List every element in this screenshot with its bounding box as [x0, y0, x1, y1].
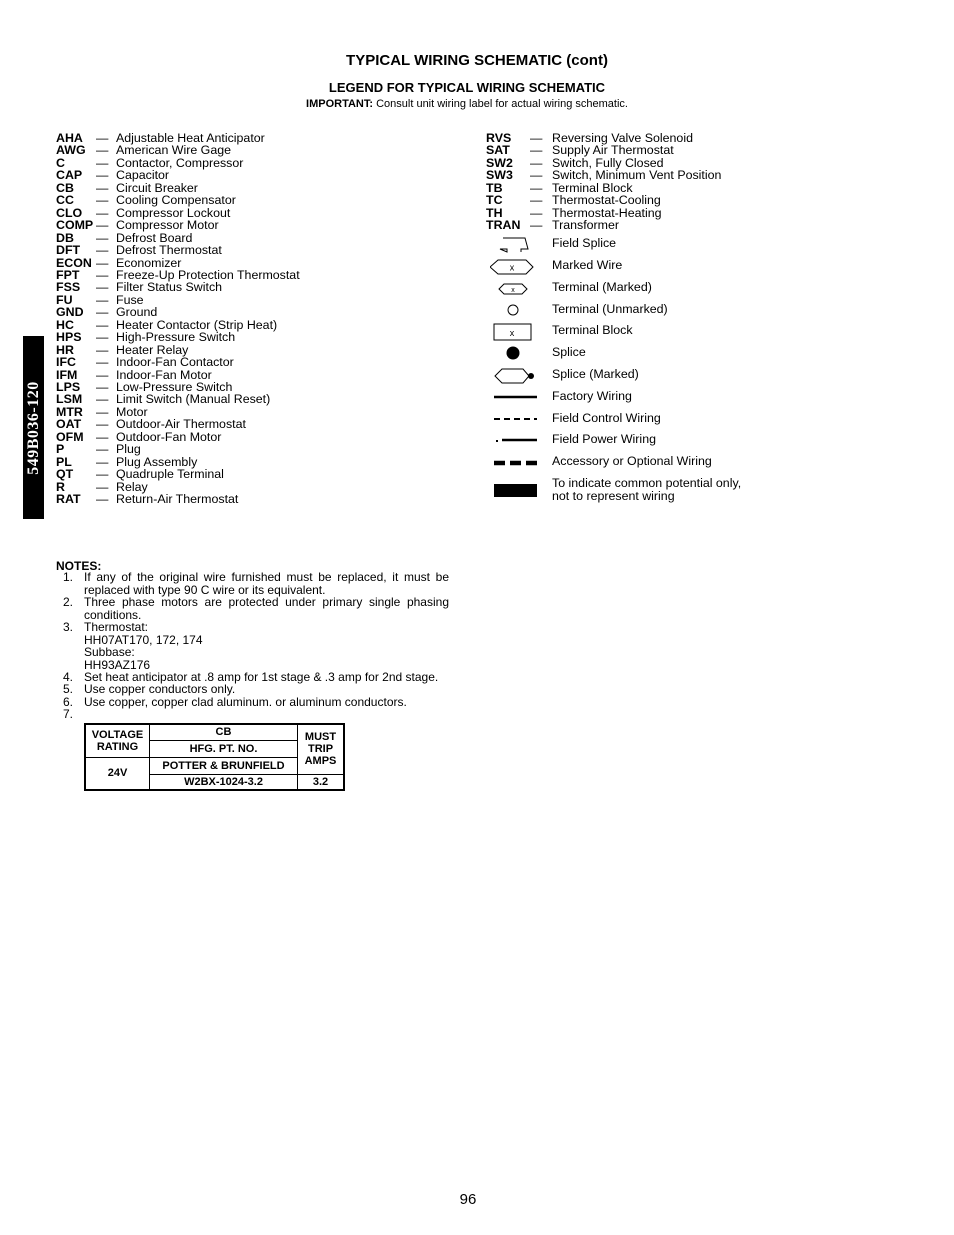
legend-abbreviation: IFC: [56, 355, 76, 370]
symbol-label: Field Control Wiring: [552, 411, 661, 425]
legend-title: LEGEND FOR TYPICAL WIRING SCHEMATIC: [328, 80, 606, 95]
legend-entry: [486, 194, 806, 207]
note-item: [56, 621, 449, 671]
note-item: [56, 571, 449, 596]
symbol-label: [552, 477, 741, 503]
legend-dash: —: [96, 355, 109, 370]
legend-dash: —: [96, 193, 109, 208]
field-splice-icon: [490, 234, 538, 256]
note-text: If any of the original wire furnished must be replaced, it must be replaced with type 90 C wire or its equivalent.: [84, 570, 449, 597]
legend-description: Motor: [116, 404, 148, 419]
note-item: [56, 683, 449, 696]
note-text: Three phase motors are protected under primary single phasing conditions.: [84, 595, 449, 622]
legend-description: Contactor, Compressor: [116, 155, 244, 170]
legend-description: Thermostat-Cooling: [552, 193, 661, 208]
legend-abbreviation: ECON: [56, 255, 92, 270]
symbol-label: Splice (Marked): [552, 367, 639, 381]
legend-description: Supply Air Thermostat: [552, 143, 674, 158]
legend-description: High-Pressure Switch: [116, 330, 236, 345]
legend-description: Defrost Board: [116, 230, 193, 245]
legend-abbreviation: HR: [56, 342, 74, 357]
legend-abbreviation: FU: [56, 292, 73, 307]
legend-dash: —: [96, 429, 109, 444]
legend-abbreviation: PL: [56, 454, 72, 469]
terminal-block-icon: [490, 321, 538, 343]
legend-abbreviation: C: [56, 155, 65, 170]
symbol-label: Terminal (Marked): [552, 280, 652, 294]
symbol-row-field-power-wiring: [490, 430, 790, 452]
legend-description: Switch, Fully Closed: [552, 155, 664, 170]
legend-description: Quadruple Terminal: [116, 467, 224, 482]
legend-dash: —: [96, 180, 109, 195]
legend-description: Outdoor-Air Thermostat: [116, 417, 246, 432]
note-number: 3.: [63, 620, 74, 634]
marked-wire-mark: x: [509, 262, 515, 273]
note-text: Use copper, copper clad aluminum. or aluminum conductors.: [84, 695, 407, 709]
symbol-label: Terminal Block: [552, 323, 633, 337]
legend-entry: [56, 219, 376, 232]
note-number: 1.: [63, 570, 74, 584]
legend-description: Transformer: [552, 218, 620, 233]
legend-dash: —: [96, 280, 109, 295]
legend-abbreviation: OFM: [56, 429, 84, 444]
legend-abbreviation: SW2: [486, 155, 513, 170]
legend-abbreviation: TH: [486, 205, 503, 220]
legend-description: Cooling Compensator: [116, 193, 236, 208]
page-number: 96: [459, 1191, 477, 1208]
legend-abbreviation: AHA: [56, 131, 83, 145]
legend-dash: —: [96, 267, 109, 282]
legend-abbreviation: DB: [56, 230, 74, 245]
model-number: 549B036-120: [24, 380, 42, 475]
note-number: 7.: [63, 707, 74, 721]
legend-description: Freeze-Up Protection Thermostat: [116, 267, 300, 282]
accessory-wiring-icon: [490, 452, 538, 474]
legend-dash: —: [96, 492, 109, 507]
must-trip-amps-header: MUST TRIP AMPS: [298, 724, 345, 774]
factory-wiring-icon: [490, 387, 538, 409]
legend-dash: —: [530, 143, 543, 158]
important-label: IMPORTANT:: [306, 98, 374, 110]
legend-abbreviation: RAT: [56, 492, 81, 507]
legend-dash: —: [96, 380, 109, 394]
symbol-row-factory-wiring: [490, 387, 790, 409]
legend-abbreviation: DFT: [56, 243, 81, 258]
legend-dash: —: [530, 168, 543, 183]
legend-dash: —: [96, 305, 109, 320]
legend-entry: [486, 169, 806, 182]
legend-abbreviation: TC: [486, 193, 503, 208]
note-item: [56, 596, 449, 621]
legend-description: Terminal Block: [552, 180, 633, 195]
legend-abbreviation: GND: [56, 305, 84, 320]
circuit-breaker-table: [84, 723, 345, 791]
legend-dash: —: [530, 155, 543, 170]
symbol-label: Terminal (Unmarked): [552, 302, 668, 316]
note-line: HH07AT170, 172, 174: [84, 632, 203, 647]
legend-dash: —: [530, 180, 543, 195]
notes-title: NOTES:: [56, 559, 102, 573]
symbol-label: Factory Wiring: [552, 389, 632, 403]
symbol-label: Field Power Wiring: [552, 432, 656, 446]
legend-abbreviation: TRAN: [486, 218, 521, 233]
symbol-label-line-1: To indicate common potential only,: [552, 476, 742, 490]
symbol-label: Accessory or Optional Wiring: [552, 454, 712, 468]
legend-dash: —: [96, 479, 109, 494]
symbol-row-terminal-block: [490, 321, 790, 343]
note-number: 5.: [63, 682, 74, 696]
legend-dash: —: [96, 131, 109, 145]
legend-dash: —: [530, 218, 543, 233]
legend-description: Low-Pressure Switch: [116, 380, 233, 394]
legend-abbreviation: CB: [56, 180, 74, 195]
legend-dash: —: [96, 454, 109, 469]
legend-dash: —: [96, 243, 109, 258]
legend-abbreviation: RVS: [486, 131, 512, 145]
note-number: 4.: [63, 670, 74, 684]
legend-entry: [56, 169, 376, 182]
legend-dash: —: [96, 330, 109, 345]
legend-dash: —: [96, 442, 109, 457]
legend-entry: [56, 244, 376, 257]
legend-dash: —: [96, 404, 109, 419]
legend-abbreviation: FSS: [56, 280, 81, 295]
symbol-row-common-potential: [490, 474, 790, 504]
legend-entry: [56, 418, 376, 431]
symbol-label: Field Splice: [552, 236, 617, 250]
legend-description: Limit Switch (Manual Reset): [116, 392, 271, 407]
legend-dash: —: [530, 131, 543, 145]
legend-description: Heater Contactor (Strip Heat): [116, 317, 278, 332]
hfg-pt-no-header: HFG. PT. NO.: [150, 740, 298, 757]
symbol-label: Splice: [552, 345, 586, 359]
legend-description: Thermostat-Heating: [552, 205, 662, 220]
splice-marked-icon: [490, 365, 538, 387]
legend-dash: —: [96, 417, 109, 432]
terminal-marked-icon: [490, 278, 538, 300]
page-title: TYPICAL WIRING SCHEMATIC (cont): [346, 52, 608, 69]
legend-description: Ground: [116, 305, 158, 320]
note-item: [56, 696, 449, 709]
field-control-wiring-icon: [490, 409, 538, 431]
legend-dash: —: [96, 168, 109, 183]
legend-abbreviation: LSM: [56, 392, 83, 407]
symbol-row-splice-marked: [490, 365, 790, 387]
legend-entry: [56, 468, 376, 481]
legend-entry: [56, 443, 376, 456]
legend-description: Return-Air Thermostat: [116, 492, 239, 507]
legend-description: Heater Relay: [116, 342, 189, 357]
note-text: [84, 621, 449, 671]
legend-description: Switch, Minimum Vent Position: [552, 168, 722, 183]
amps-cell: 3.2: [298, 774, 345, 790]
legend-entry: [486, 219, 806, 232]
important-note: [0, 98, 934, 110]
part-number-cell: W2BX-1024-3.2: [150, 774, 298, 790]
legend-description: Compressor Lockout: [116, 205, 231, 220]
model-side-tab: [23, 336, 44, 519]
legend-dash: —: [96, 467, 109, 482]
legend-dash: —: [96, 317, 109, 332]
symbol-row-terminal-marked: [490, 278, 790, 300]
legend-dash: —: [96, 143, 109, 158]
legend-abbreviation: HC: [56, 317, 74, 332]
terminal-marked-mark: x: [511, 287, 515, 294]
note-number: 2.: [63, 595, 74, 609]
legend-description: Defrost Thermostat: [116, 243, 222, 258]
legend-abbreviation: MTR: [56, 404, 83, 419]
symbol-row-accessory-wiring: [490, 452, 790, 474]
note-text: Set heat anticipator at .8 amp for 1st stage & .3 amp for 2nd stage.: [84, 670, 439, 684]
legend-dash: —: [96, 367, 109, 382]
terminal-block-mark: x: [509, 328, 515, 338]
legend-dash: —: [96, 292, 109, 307]
note-text: Use copper conductors only.: [84, 682, 236, 696]
legend-description: Compressor Motor: [116, 218, 219, 233]
voltage-rating-header: VOLTAGE RATING: [85, 724, 150, 757]
legend-abbreviation: R: [56, 479, 65, 494]
symbol-row-field-control-wiring: [490, 409, 790, 431]
legend-abbreviation: SAT: [486, 143, 510, 158]
marked-wire-icon: [490, 256, 538, 278]
note-line: Thermostat:: [84, 620, 149, 634]
legend-abbreviation: HPS: [56, 330, 82, 345]
note-item: [56, 708, 449, 721]
legend-abbreviation: SW3: [486, 168, 513, 183]
legend-abbreviation: AWG: [56, 143, 86, 158]
legend-entry: [56, 331, 376, 344]
legend-abbreviation: FPT: [56, 267, 80, 282]
legend-description: Indoor-Fan Contactor: [116, 355, 234, 370]
legend-abbreviation: COMP: [56, 218, 94, 233]
voltage-cell: 24V: [85, 757, 150, 790]
legend-dash: —: [96, 255, 109, 270]
legend-dash: —: [530, 205, 543, 220]
legend-description: Adjustable Heat Anticipator: [116, 131, 265, 145]
legend-description: Relay: [116, 479, 148, 494]
terminal-unmarked-icon: [490, 300, 538, 322]
legend-abbreviation: CAP: [56, 168, 83, 183]
manufacturer-cell: POTTER & BRUNFIELD: [150, 757, 298, 774]
legend-abbreviation: P: [56, 442, 65, 457]
legend-description: Indoor-Fan Motor: [116, 367, 212, 382]
legend-description: Plug: [116, 442, 141, 457]
legend-entry: [56, 306, 376, 319]
legend-dash: —: [96, 230, 109, 245]
legend-dash: —: [96, 392, 109, 407]
splice-icon: [490, 343, 538, 365]
legend-dash: —: [530, 193, 543, 208]
symbol-row-splice: [490, 343, 790, 365]
legend-entry: [56, 356, 376, 369]
important-text: Consult unit wiring label for actual wiring schematic.: [376, 98, 628, 110]
legend-dash: —: [96, 205, 109, 220]
note-number: 6.: [63, 695, 74, 709]
legend-description: American Wire Gage: [116, 143, 231, 158]
legend-entry: [56, 493, 376, 506]
legend-dash: —: [96, 155, 109, 170]
legend-description: Fuse: [116, 292, 144, 307]
legend-abbreviation: CLO: [56, 205, 83, 220]
legend-description: Filter Status Switch: [116, 280, 223, 295]
legend-description: Economizer: [116, 255, 182, 270]
cb-header: CB: [150, 724, 298, 740]
symbol-label-line-2: not to represent wiring: [552, 489, 675, 503]
legend-description: Outdoor-Fan Motor: [116, 429, 222, 444]
legend-abbreviation: IFM: [56, 367, 78, 382]
legend-abbreviation: CC: [56, 193, 74, 208]
note-line: HH93AZ176: [84, 657, 151, 672]
field-power-wiring-icon: [490, 430, 538, 452]
legend-abbreviation: QT: [56, 467, 74, 482]
legend-dash: —: [96, 342, 109, 357]
legend-abbreviation: TB: [486, 180, 503, 195]
legend-description: Plug Assembly: [116, 454, 198, 469]
note-line: Subbase:: [84, 645, 135, 659]
legend-abbreviation: LPS: [56, 380, 81, 394]
legend-abbreviation: OAT: [56, 417, 82, 432]
symbol-label: Marked Wire: [552, 258, 623, 272]
legend-description: Reversing Valve Solenoid: [552, 131, 693, 145]
symbol-row-marked-wire: [490, 256, 790, 278]
common-potential-icon: [490, 480, 538, 502]
symbol-row-field-splice: [490, 234, 790, 256]
legend-dash: —: [96, 218, 109, 233]
legend-description: Capacitor: [116, 168, 170, 183]
symbol-row-terminal-unmarked: [490, 300, 790, 322]
legend-description: Circuit Breaker: [116, 180, 198, 195]
legend-entry: [56, 194, 376, 207]
